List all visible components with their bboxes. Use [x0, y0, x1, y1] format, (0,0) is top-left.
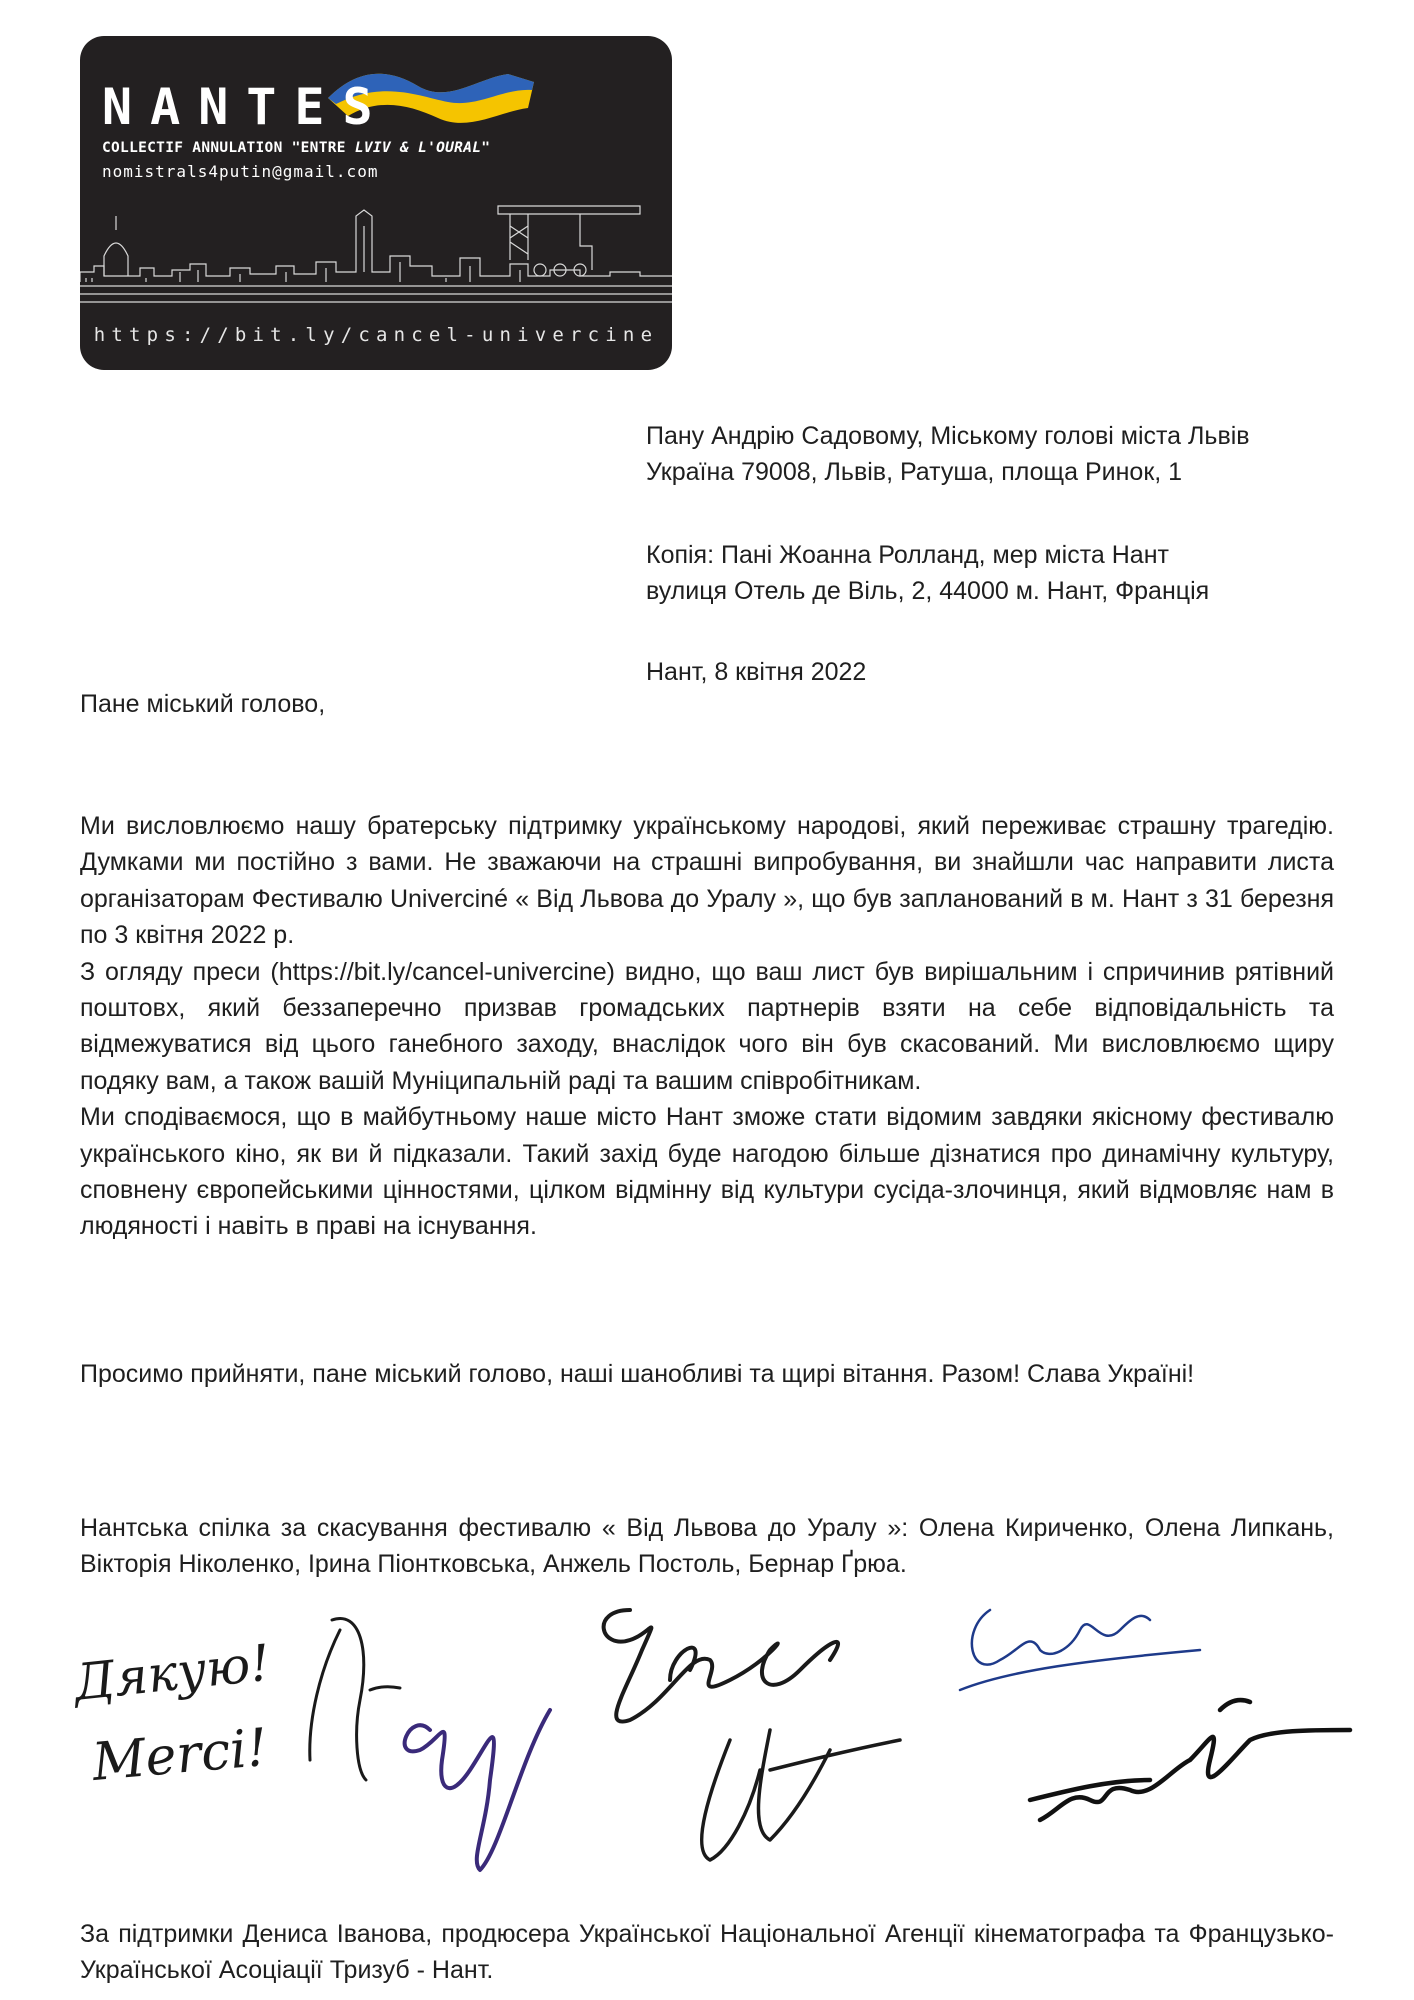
header-logo-card — [80, 36, 672, 370]
salutation: Пане міський голово, — [80, 690, 326, 718]
signatories-paragraph: Нантська спілка за скасування фестивалю « Від Львова до Уралу »: Олена Кириченко, Олена Липкань, Вікторія Ніколенко, Ірина Піонтковська, Анжель Постоль, Бернар Ґрюа. — [80, 1514, 1334, 1579]
addressee-line-2: Україна 79008, Львів, Ратуша, площа Ринок, 1 — [646, 458, 1183, 486]
handwritten-thanks — [70, 1634, 273, 1793]
logo-subtitle — [102, 140, 490, 156]
footer-support-note: За підтримки Дениса Іванова, продюсера Української Національної Агенції кінематографа та Французько-Української Асоціації Тризуб - Нант. — [80, 1920, 1334, 1984]
body-paragraph-1: Ми висловлюємо нашу братерську підтримку українському народові, який переживає страшну трагедію. Думками ми постійно з вами. Не зважаючи на страшні випробування, ви знайшли час направити листа організаторам Фестивалю Univerciné « Від Львова до Уралу », що був запланований в м. Нант з 31 березня по 3 квітня 2022 р. — [80, 812, 1334, 950]
addressee-block — [646, 418, 1250, 490]
handwritten-thanks-line-2: Merci! — [89, 1717, 270, 1793]
signature-6 — [1030, 1700, 1350, 1820]
logo-subtitle-pre: COLLECTIF ANNULATION "ENTRE — [102, 140, 355, 156]
signature-3 — [604, 1610, 838, 1722]
body-paragraph-2: З огляду преси (https://bit.ly/cancel-univercine) видно, що ваш лист був вирішальним і спричинив рятівний поштовх, який беззаперечно призвав громадських партнерів взяти на себе відповідальність та відмежуватися від цього ганебного заходу, внаслідок чого він був скасований. Ми висловлюємо щиру подяку вам, а також вашій Муніципальній раді та вашим співробітникам. — [80, 957, 1334, 1095]
city-skyline-illustration — [80, 186, 672, 316]
signatures-area — [70, 1590, 1390, 1910]
logo-subtitle-italic: LVIV & L'OURAL — [354, 140, 482, 156]
body-paragraph-3: Ми сподіваємося, що в майбутньому наше місто Нант зможе стати відомим завдяки якісному фестивалю українського кіно, як ви й підказали. Такий захід буде нагодою більше дізнатися про динамічну культуру, сповнену європейськими цінностями, цілком відмінну від культури сусіда-злочинця, який відмовляє нам в людяності і навіть в праві на існування. — [80, 1103, 1334, 1241]
signature-1 — [310, 1618, 400, 1780]
logo-subtitle-post: " — [481, 140, 491, 156]
closing-paragraph: Просимо прийняти, пане міський голово, наші шанобливі та щирі вітання. Разом! Слава Україні! — [80, 1360, 1195, 1388]
date-line: Нант, 8 квітня 2022 — [646, 658, 867, 686]
logo-title: NANTES — [102, 78, 391, 136]
addressee-line-1: Пану Андрію Садовому, Міському голові міста Львів — [646, 422, 1250, 450]
signature-4 — [702, 1730, 900, 1860]
campaign-url[interactable]: https://bit.ly/cancel-univercine — [93, 324, 659, 346]
copy-block — [646, 537, 1209, 609]
handwritten-thanks-line-1: Дякую! — [71, 1633, 273, 1712]
signature-2 — [405, 1710, 550, 1870]
letter-body — [80, 808, 1334, 1245]
signature-5 — [960, 1610, 1200, 1690]
copy-line-1: Копія: Пані Жоанна Ролланд, мер міста Нант — [646, 541, 1169, 569]
contact-email[interactable]: nomistrals4putin@gmail.com — [102, 162, 379, 181]
copy-line-2: вулиця Отель де Віль, 2, 44000 м. Нант, Франція — [646, 577, 1210, 605]
